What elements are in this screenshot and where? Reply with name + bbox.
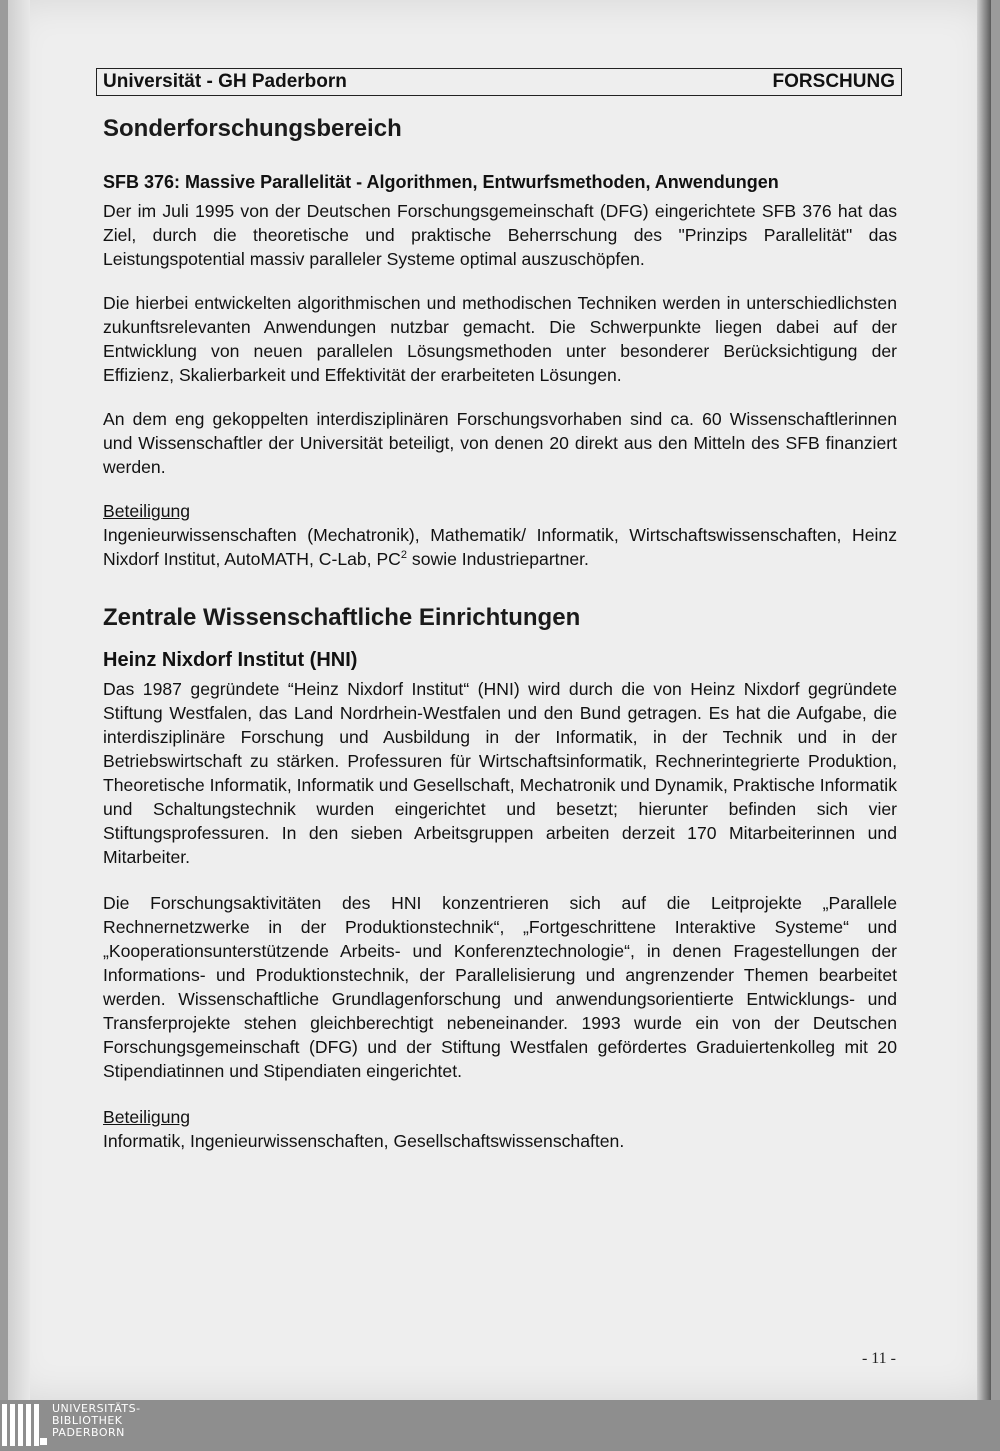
hni-paragraph-1: Das 1987 gegründete “Heinz Nixdorf Institut“ (HNI) wird durch die von Heinz Nixdorf gegründete Stiftung Westfalen, das Land Nordrhein-Westfalen und den Bund getragen. Es hat die Aufgabe, die interdisziplinäre Forschung und Ausbildung in der Informatik, in der Technik und in der Betriebswirtschaft zu stärken. Professuren für Wirtschaftsinformatik, Rechnerintegrierte Produktion, Theoretische Informatik, Informatik und Gesellschaft, Mechatronik und Dynamik, Praktische Informatik und Schaltungstechnik wurden eingerichtet und besetzt; hierunter befinden sich vier Stiftungsprofessuren. In den sieben Arbeitsgruppen arbeiten derzeit 170 Mitarbeiterinnen und Mitarbeiter. xyxy=(103,679,897,867)
hni-paragraph-2: Die Forschungsaktivitäten des HNI konzentrieren sich auf die Leitprojekte „Parallele Rechnernetzwerke in der Produktionstechnik“, „Fortgeschrittene Interaktive Systeme“ und „Kooperationsunterstützende Arbeits- und Konferenztechnologie“, in denen Fragestellungen der Informations- und Produktionstechnik, der Parallelisierung und angrenzender Themen bearbeitet werden. Wissenschaftliche Grundlagenforschung und anwendungsorientierte Entwicklungs- und Transferprojekte stehen gleichberechtigt nebeneinander. 1993 wurde ein von der Deutschen Forschungsgemeinschaft (DFG) und der Stiftung Westfalen gefördertes Graduiertenkolleg mit 20 Stipendiatinnen und Stipendiaten eingerichtet. xyxy=(103,893,897,1081)
section-title-central: Zentrale Wissenschaftliche Einrichtungen xyxy=(103,604,581,631)
sfb-paragraph-3: An dem eng gekoppelten interdisziplinären Forschungsvorhaben sind ca. 60 Wissenschaftlerinnen und Wissenschaftler der Universität beteiligt, von denen 20 direkt aus den Mitteln des SFB finanziert werden. xyxy=(103,409,897,477)
hni-participation-text: Informatik, Ingenieurwissenschaften, Gesellschaftswissenschaften. xyxy=(103,1131,625,1151)
library-logo-dot xyxy=(40,1438,47,1445)
pc2-superscript: 2 xyxy=(400,549,408,562)
scan-right-edge xyxy=(977,0,991,1400)
scan-binding-edge xyxy=(8,0,30,1400)
page-number: - 11 - xyxy=(861,1350,896,1367)
page-content xyxy=(103,112,897,1153)
sfb-subtitle: SFB 376: Massive Parallelität - Algorithmen, Entwurfsmethoden, Anwendungen xyxy=(103,172,779,192)
section-title-sfb: Sonderforschungsbereich xyxy=(103,115,402,142)
hni-subtitle: Heinz Nixdorf Institut (HNI) xyxy=(103,649,358,671)
sfb-paragraph-1: Der im Juli 1995 von der Deutschen Forschungsgemeinschaft (DFG) eingerichtete SFB 376 hat das Ziel, durch die theoretische und praktische Beherrschung des "Prinzips Parallelität" das Leistungspotential massiv paralleler Systeme optimal auszuschöpfen. xyxy=(103,201,897,269)
sfb-paragraph-2: Die hierbei entwickelten algorithmischen und methodischen Techniken werden in unterschiedlichsten zukunftsrelevanten Anwendungen nutzbar gemacht. Die Schwerpunkte liegen dabei auf der Entwicklung von neuen parallelen Lösungsmethoden unter besonderer Berücksichtigung der Effizienz, Skalierbarkeit und Effektivität der erarbeiteten Lösungen. xyxy=(103,293,897,385)
header-university: Universität - GH Paderborn xyxy=(103,71,347,92)
sfb-participation-text: Ingenieurwissenschaften (Mechatronik), Mathematik/ Informatik, Wirtschaftswissenschaften, Heinz Nixdorf Institut, AutoMATH, C-Lab, $PC^2$ sowie Industriepartner. xyxy=(103,525,897,569)
sfb-participation-label: Beteiligung xyxy=(103,501,191,521)
hni-participation-label: Beteiligung xyxy=(103,1107,191,1127)
library-logo-text: UNIVERSITÄTS- BIBLIOTHEK PADERBORN xyxy=(52,1402,141,1439)
page-header xyxy=(96,68,902,96)
library-footer-bar xyxy=(0,1400,1000,1451)
library-logo-icon xyxy=(2,1404,39,1446)
header-section: FORSCHUNG xyxy=(772,71,895,92)
